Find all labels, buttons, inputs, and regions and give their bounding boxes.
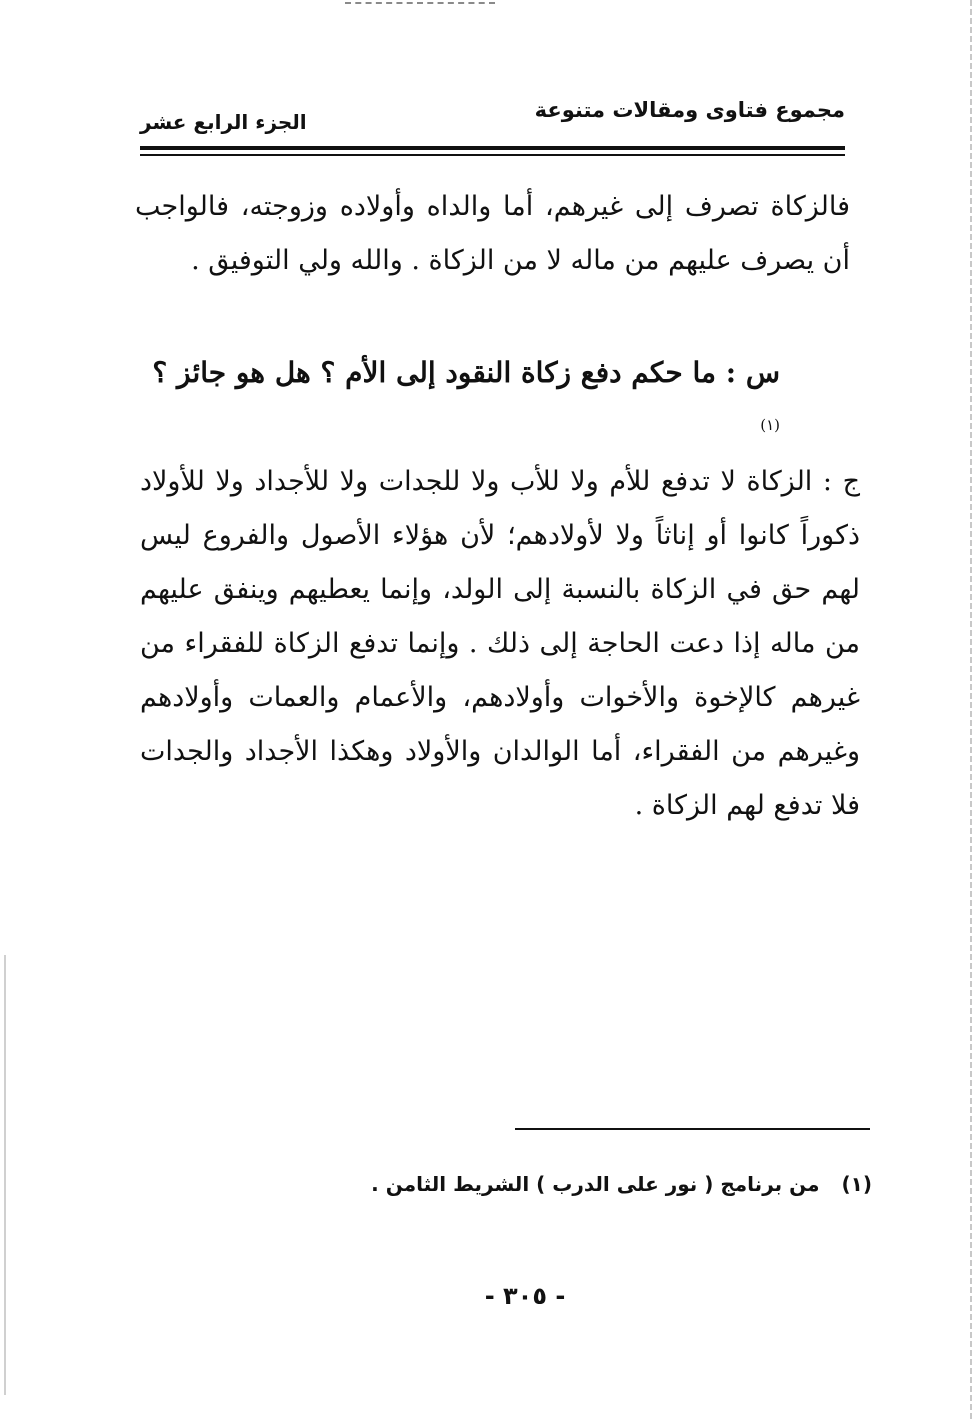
- footnote-separator: [515, 1128, 870, 1130]
- header-rule-thin: [140, 154, 845, 156]
- book-title: مجموع فتاوى ومقالات متنوعة: [534, 98, 845, 122]
- footnote-reference[interactable]: (١): [760, 416, 780, 434]
- header-rule-thick: [140, 146, 845, 150]
- scan-artifact-top: [345, 2, 495, 4]
- footnote: [312, 1168, 872, 1200]
- volume-label: الجزء الرابع عشر: [140, 110, 307, 134]
- answer-text: الزكاة لا تدفع للأم ولا للأب ولا للجدات ولا للأجداد ولا للأولاد ذكوراً كانوا أو إناثاً ولا لأولادهم؛ لأن هؤلاء الأصول والفروع ليس لهم حق في الزكاة بالنسبة إلى الولد، وإنما يعطيهم وينفق عليهم من ماله إذا دعت الحاجة إلى ذلك . وإنما تدفع الزكاة للفقراء من غيرهم كالإخوة والأخوات وأولادهم، والأعمام والعمات وأولادهم وغيرهم من الفقراء، أما الوالدان والأولاد وهكذا الأجداد والجدات فلا تدفع لهم الزكاة .: [140, 466, 860, 821]
- footnote-number: (١): [841, 1172, 872, 1196]
- scan-artifact-left-edge: [4, 955, 6, 1395]
- question-prefix: س :: [725, 356, 780, 389]
- paragraph-continuation: فالزكاة تصرف إلى غيرهم، أما والداه وأولاده وزوجته، فالواجب أن يصرف عليهم من ماله لا من الزكاة . والله ولي التوفيق .: [135, 191, 850, 276]
- footnote-text: من برنامج ( نور على الدرب ) الشريط الثامن .: [371, 1172, 820, 1196]
- question-block: [140, 347, 780, 457]
- question-text: ما حكم دفع زكاة النقود إلى الأم ؟ هل هو جائز ؟: [152, 356, 716, 389]
- page-number: - ٣٠٥ -: [484, 1282, 566, 1310]
- running-header: [140, 98, 845, 134]
- answer-prefix: ج :: [822, 466, 860, 497]
- scan-artifact-right-edge: [970, 0, 972, 1419]
- answer-block: [140, 455, 860, 833]
